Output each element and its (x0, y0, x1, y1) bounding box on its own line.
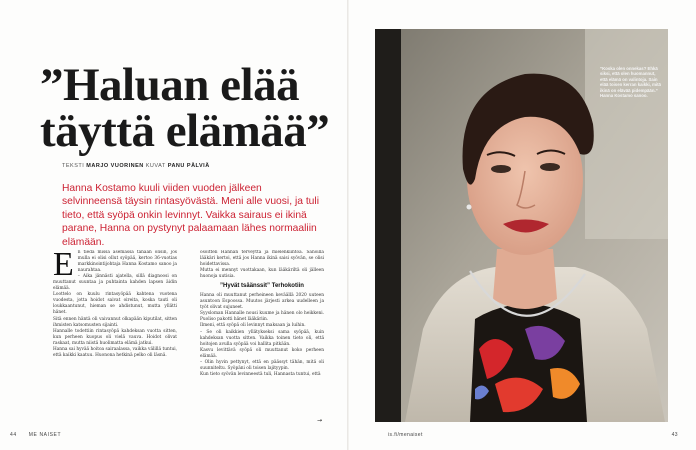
body-paragraph: Syysloman Hannalle nousi kuume ja hänen olo heikkeni. Puoliso pakotti hänet lääkäriin. (200, 311, 324, 323)
byline-label-photos: KUVAT (145, 163, 166, 169)
photo-caption: ”Koska olen onnekas? Ehkä siksi, että olen huomannut, että elämä on valintoja. Sain elää toisen kerran kaikki, mitä ikinä on elävää pidempään.” Hanna Kostamo sanoo. (600, 66, 661, 99)
body-paragraph: Ilmeni, että syöpä oli levinnyt maksaan ja luihin. (200, 323, 306, 329)
magazine-name: ME NAISET (28, 432, 62, 438)
body-paragraph: osoitteli Hannan terveyttä ja mielenkiintoa. Sanoilla lääkäri kertoi, että jos Hanna ikinä saisi syövän, se olisi hoidettavissa. (200, 250, 324, 268)
body-paragraph: n tiedä missä asemassa tänään olisin, jos mulla ei olisi ollut syöpää, kertoo 36-vuotias markkinointijohtaja Hanna Kostamo sanoo ja naurahtaa. (77, 250, 177, 274)
body-paragraph: – Olin hyvin pettynyt, että en päässyt tähän, mitä oli suunniteltu. Syöpäni oli toisen lajityypin. (200, 359, 324, 371)
left-page-number: 44 (10, 432, 17, 438)
continue-arrow-icon: → (317, 417, 323, 424)
body-paragraph: Sitä ennen häntä oli vaivannut olkapään kiputilat, sitten ihmisten katsomusten sijainti. (53, 316, 177, 328)
left-folio (10, 432, 71, 438)
body-paragraph: Kun tieto syövän levinneestä tuli, Hannasta tuntui, että (200, 371, 321, 377)
magazine-url: is.fi/menaiset (388, 432, 423, 438)
article-headline: ”Haluan elää täyttä elämää” (40, 59, 330, 157)
byline-author: MARJO VUORINEN (86, 163, 144, 169)
body-paragraph: Hannalle todettiin rintasyöpä kahdeksan vuotta sitten, kun perheen kuopus oli vielä vauva. Hoidot olivat raskaat, mutta niistä huolimatta elämä jatkui. (53, 328, 177, 346)
page-gutter (347, 0, 349, 450)
drop-cap: E (53, 250, 74, 283)
body-paragraph: Kasvu levittävä syöpä oli muuttanut koko perheen elämää. (200, 347, 324, 359)
article-subhead: ”Hyvät tsäänssit” Terhokotiin (220, 283, 304, 290)
right-folio (388, 432, 688, 438)
byline-photographer: PANU PÄLVIÄ (167, 163, 210, 169)
byline-label-text: TEKSTI (62, 163, 85, 169)
body-column-2 (200, 250, 324, 426)
body-paragraph: – Se oli kaikkien yllätykseksi sama syöpää, kuin kahdeksan vuotta sitten. Vaikka toinen tieto oli, että hoitojen avulla syöpää voi hallita pitkään. (200, 329, 324, 347)
body-paragraph: – Aika jännästi ajatella, sillä diagnoosi on muuttanut suuntaa ja puhtainta kahden lapsen äidin elämää. (53, 274, 177, 292)
body-paragraph: Hanna sai hyvää hoitoa sairaalassa, vaikka välillä tuntui, että kaikki kaatuu. Huonona hetkinä pelko oli läsnä. (53, 346, 177, 358)
right-page-number: 43 (671, 432, 678, 438)
article-lede: Hanna Kostamo kuuli viiden vuoden jälkeen selvinneensä täysin rintasyövästä. Meni alle vuosi, ja tuli tieto, että syöpä onkin levinnyt. Vaikka sairaus ei ikinä parane, Hanna on pystynyt palaamaan lähes normaaliin elämään. (62, 183, 319, 248)
byline (62, 163, 322, 169)
body-column-1 (53, 250, 177, 426)
body-paragraph: Loottelo on kuulu rintasyöpää kahtena vuotena vuodesta, jotta hoidot saivat oireita, koska tauti oli loukkaantunut, hieman se ahdistunut, mutta yllätti hänet. (53, 292, 177, 316)
body-paragraph: Mutta ei mennyt vuottakaan, kun lääkäriltä oli jälleen huonoja uutisia. (200, 268, 324, 280)
body-paragraph: Hanna oli muuttanut perheineen keväällä 2020 uuteen asuntoon Espoossa. Muutos järjesti arkea uudelleen ja työt olivat sujuneet. (200, 293, 324, 311)
